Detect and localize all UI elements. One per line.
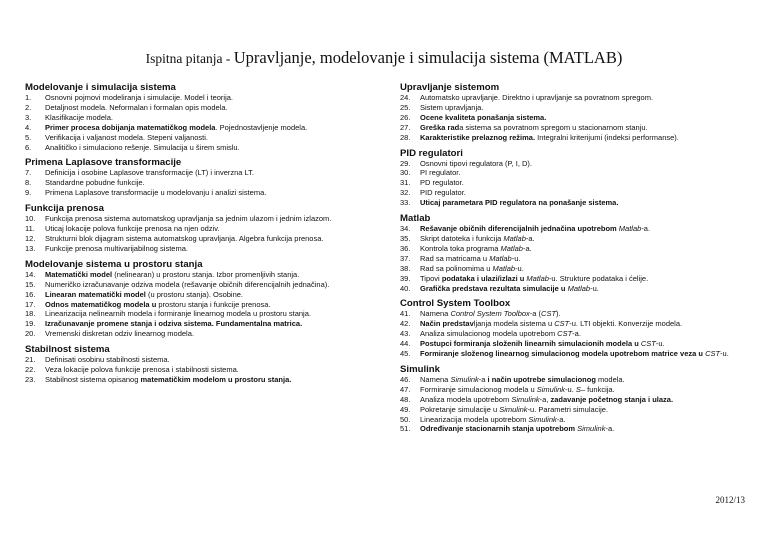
question-text: Osnovni pojmovi modeliranja i simulacije. Model i teorija. xyxy=(45,93,233,102)
question-number: 47. xyxy=(400,384,411,394)
question-text: Numeričko izračunavanje odziva modela (rešavanje običnih diferencijalnih jednačina). xyxy=(45,279,330,289)
question-number: 23. xyxy=(25,374,36,384)
question-item xyxy=(25,300,385,310)
question-text: Simulink xyxy=(499,404,528,414)
question-text: PID regulator. xyxy=(420,188,466,198)
question-text: Vremenski diskretan odziv linearnog modela. xyxy=(45,329,194,339)
question-item xyxy=(400,113,750,123)
question-number: 29. xyxy=(400,158,411,168)
question-item xyxy=(400,178,750,188)
left-column xyxy=(25,82,385,390)
question-text: Detaljnost modela. Neformalan i formalan opis modela. xyxy=(45,102,228,112)
question-number: 4. xyxy=(25,122,32,132)
question-number: 15. xyxy=(25,279,36,289)
question-text: Tipovi xyxy=(420,273,442,283)
section-heading: Stabilnost sistema xyxy=(25,344,110,356)
question-number: 39. xyxy=(400,273,411,283)
section-heading: Control System Toolbox xyxy=(400,298,511,310)
question-item xyxy=(400,188,750,198)
question-number: 18. xyxy=(25,309,36,319)
question-number: 44. xyxy=(400,339,411,349)
question-number: 33. xyxy=(400,198,411,208)
question-text: Sistem upravljanja. xyxy=(420,102,484,112)
question-text: Rešavanje običnih diferencijalnih jednačina upotrebom xyxy=(420,224,619,234)
question-text: Simulink xyxy=(450,374,479,384)
question-item xyxy=(400,385,750,395)
question-item xyxy=(400,103,750,113)
question-number: 20. xyxy=(25,329,36,339)
question-number: 17. xyxy=(25,299,36,309)
question-text: Definicija i osobine Laplasove transformacije (LT) i inverzna LT. xyxy=(45,168,254,178)
question-text: Linearizacija modela upotrebom xyxy=(420,414,529,424)
question-item xyxy=(25,224,385,234)
question-text: -a. xyxy=(556,414,566,424)
section-modelovanje-sistema-u-prostoru-stanja xyxy=(25,259,385,339)
question-text: Matlab xyxy=(489,253,512,263)
question-number: 32. xyxy=(400,188,411,198)
question-item xyxy=(25,143,385,153)
question-number: 16. xyxy=(25,289,36,299)
question-text: Pokretanje simulacije u xyxy=(420,404,500,414)
section-modelovanje-i-simulacija-sistema xyxy=(25,82,385,152)
question-number: 28. xyxy=(400,132,411,142)
question-text: -a ( xyxy=(529,309,542,319)
question-item xyxy=(25,234,385,244)
question-text: Matematički model xyxy=(45,269,113,279)
question-text: Skript datoteka i funkcija xyxy=(420,233,504,243)
question-text: Matlab xyxy=(567,283,591,293)
question-text: CST xyxy=(554,319,570,329)
question-number: 51. xyxy=(400,424,411,434)
question-item xyxy=(400,159,750,169)
question-item xyxy=(400,329,750,339)
question-text: Linearan matematički model xyxy=(45,289,146,299)
question-text: Funkcije prenosa multivarijabilnog sistema. xyxy=(45,243,188,253)
question-text: Matlab xyxy=(500,243,523,253)
question-number: 22. xyxy=(25,365,36,375)
question-text: Simulink xyxy=(511,394,540,404)
question-text: CST xyxy=(557,329,573,339)
question-text: (nelinearan) u prostoru stanja. Izbor promenljivih stanja. xyxy=(112,269,300,279)
question-number: 42. xyxy=(400,319,411,329)
question-text: -u. LTI objekti. Konverzije modela. xyxy=(569,319,683,329)
right-column xyxy=(400,82,750,439)
question-text: matematičkim modelom u prostoru stanja. xyxy=(140,374,292,384)
question-item xyxy=(400,133,750,143)
section-heading: Modelovanje sistema u prostoru stanja xyxy=(25,258,203,270)
question-text: Postupci formiranja složenih linearnih simulacionih modela u xyxy=(420,339,641,349)
question-item xyxy=(400,395,750,405)
question-item xyxy=(400,274,750,284)
question-text: Matlab xyxy=(618,224,642,234)
question-text: -u. Strukture podataka i ćelije. xyxy=(548,273,649,283)
question-text: Matlab xyxy=(526,273,549,283)
section-primena-laplasove-transformacije xyxy=(25,157,385,198)
question-item xyxy=(400,93,750,103)
question-number: 30. xyxy=(400,168,411,178)
question-item xyxy=(400,424,750,434)
question-number: 34. xyxy=(400,224,411,234)
question-text: Formiranje složenog linearnog simulacionog modela upotrebom matrice veza u xyxy=(420,349,706,359)
question-text: -u. xyxy=(511,253,521,263)
question-number: 11. xyxy=(25,224,35,234)
question-number: 21. xyxy=(25,355,36,365)
question-text: zadavanje početnog stanja i ulaza. xyxy=(550,394,674,404)
question-text: Karakteristike prelaznog režima. xyxy=(420,132,536,142)
question-text: Funkcija prenosa sistema automatskog upravljanja sa jednim ulazom i jednim izlazom. xyxy=(45,214,332,224)
question-text: Simulink xyxy=(536,384,566,394)
question-number: 12. xyxy=(25,233,36,243)
section-funkcija-prenosa xyxy=(25,203,385,254)
question-item xyxy=(400,264,750,274)
question-text: CST xyxy=(640,339,656,349)
question-text: Primena Laplasove transformacije u modelovanju i analizi sistema. xyxy=(45,188,267,198)
question-text: Integralni kriterijumi (indeksi performanse). xyxy=(535,132,679,142)
question-text: Simulink xyxy=(577,424,606,434)
question-text: -u. xyxy=(515,263,524,273)
question-item xyxy=(25,93,385,103)
question-item xyxy=(25,214,385,224)
question-text: Analiza modela upotrebom xyxy=(420,394,512,404)
question-item xyxy=(25,280,385,290)
section-heading: PID regulatori xyxy=(400,147,463,159)
question-text: -a. xyxy=(572,329,581,339)
question-item xyxy=(400,168,750,178)
question-item xyxy=(25,355,385,365)
question-number: 48. xyxy=(400,394,411,404)
question-number: 9. xyxy=(25,188,32,198)
question-item xyxy=(400,198,750,208)
question-item xyxy=(400,339,750,349)
question-text: -a. xyxy=(525,233,535,243)
question-number: 31. xyxy=(400,178,411,188)
section-matlab xyxy=(400,213,750,293)
question-text: -u. xyxy=(655,339,665,349)
question-text: Stabilnost sistema opisanog xyxy=(45,374,141,384)
question-text: Klasifikacije modela. xyxy=(45,112,113,122)
question-number: 37. xyxy=(400,253,411,263)
question-number: 1. xyxy=(25,93,32,102)
footer-year: 2012/13 xyxy=(715,495,745,505)
question-number: 49. xyxy=(400,404,411,414)
question-item xyxy=(25,113,385,123)
question-text: Osnovni tipovi regulatora (P, I, D). xyxy=(420,158,532,168)
question-item xyxy=(25,319,385,329)
question-item xyxy=(25,188,385,198)
question-text: Formiranje simulacionog modela u xyxy=(420,384,537,394)
section-heading: Upravljanje sistemom xyxy=(400,82,500,93)
question-text: -u. xyxy=(590,283,599,293)
question-number: 26. xyxy=(400,112,411,122)
question-number: 13. xyxy=(25,243,36,253)
question-number: 19. xyxy=(25,319,36,329)
section-control-system-toolbox xyxy=(400,298,750,359)
question-text: PD regulator. xyxy=(420,178,464,188)
question-number: 41. xyxy=(400,309,411,319)
question-number: 6. xyxy=(25,142,32,152)
question-text: Verifikacija i valjanost modela. Stepeni valjanosti. xyxy=(45,132,209,142)
question-item xyxy=(400,224,750,234)
question-item xyxy=(25,329,385,339)
question-text: Primer procesa dobijanja matematičkog modela xyxy=(45,122,216,132)
question-item xyxy=(25,168,385,178)
question-text: Automatsko upravljanje. Direktno i upravljanje sa povratnom spregom. xyxy=(420,93,654,102)
question-text: – funkcija. xyxy=(580,384,615,394)
question-text: . Pojednostavljenje modela. xyxy=(215,122,308,132)
question-text: i način upotrebe simulacionog xyxy=(487,374,596,384)
question-text: Greška rad xyxy=(420,122,460,132)
question-number: 2. xyxy=(25,102,32,112)
question-text: -a. xyxy=(641,224,651,234)
question-number: 14. xyxy=(25,269,36,279)
question-number: 27. xyxy=(400,122,411,132)
section-stabilnost-sistema xyxy=(25,344,385,385)
question-text: -u. Parametri simulacije. xyxy=(527,404,609,414)
question-text: ljanja modela sistema u xyxy=(473,319,555,329)
question-text: S xyxy=(575,384,581,394)
question-number: 36. xyxy=(400,243,411,253)
section-heading: Funkcija prenosa xyxy=(25,203,104,215)
question-text: Definisati osobinu stabilnosti sistema. xyxy=(45,355,170,365)
question-number: 25. xyxy=(400,102,411,112)
question-number: 7. xyxy=(25,168,32,178)
question-number: 8. xyxy=(25,178,32,188)
question-text: Uticaj parametara PID regulatora na ponašanje sistema. xyxy=(420,198,619,208)
question-number: 46. xyxy=(400,374,411,384)
question-item xyxy=(25,309,385,319)
question-text: (u prostoru stanja). Osobine. xyxy=(145,289,244,299)
question-number: 35. xyxy=(400,233,411,243)
question-text: PI regulator. xyxy=(420,168,461,178)
section-heading: Matlab xyxy=(400,213,431,225)
question-text: a sistema sa povratnom spregom u stacionarnom stanju. xyxy=(459,122,648,132)
question-text: Control System Toolbox xyxy=(450,309,530,319)
question-text: Kontrola toka programa xyxy=(420,243,501,253)
question-text: Namena xyxy=(420,309,451,319)
question-number: 40. xyxy=(400,283,411,293)
question-text: CST xyxy=(705,349,721,359)
question-item xyxy=(25,244,385,254)
question-text: Matlab xyxy=(503,233,526,243)
question-text: podataka i ulazi/izlazi u xyxy=(441,273,527,283)
question-item xyxy=(400,284,750,294)
question-item xyxy=(25,133,385,143)
question-item xyxy=(25,290,385,300)
question-item xyxy=(400,254,750,264)
question-text: Namena xyxy=(420,374,451,384)
question-item xyxy=(400,375,750,385)
question-number: 24. xyxy=(400,93,411,102)
question-text: CST xyxy=(541,309,557,319)
question-text: modela. xyxy=(595,374,625,384)
question-number: 43. xyxy=(400,329,411,339)
question-text: Veza lokacije polova funkcije prenosa i stabilnosti sistema. xyxy=(45,365,239,375)
question-text: -u. xyxy=(565,384,576,394)
section-upravljanje-sistemom xyxy=(400,82,750,143)
question-text: Grafička predstava rezultata simulacije u xyxy=(420,283,568,293)
question-text: Rad sa matricama u xyxy=(420,253,490,263)
question-number: 38. xyxy=(400,263,411,273)
question-item xyxy=(25,103,385,113)
question-number: 45. xyxy=(400,349,411,359)
section-heading: Modelovanje i simulacija sistema xyxy=(25,82,176,93)
question-text: Strukturni blok dijagram sistema automatskog upravljanja. Algebra funkcija prenosa. xyxy=(45,233,324,243)
question-number: 50. xyxy=(400,414,411,424)
question-text: Izračunavanje promene stanja i odziva sistema. Fundamentalna matrica. xyxy=(45,319,303,329)
section-heading: Simulink xyxy=(400,363,440,375)
question-text: Odnos matematičkog modela u xyxy=(45,299,157,309)
section-heading: Primena Laplasove transformacije xyxy=(25,157,182,169)
question-item xyxy=(400,244,750,254)
question-item xyxy=(400,123,750,133)
title-main: Upravljanje, modelovanje i simulacija sistema (MATLAB) xyxy=(233,48,623,67)
question-text: Matlab xyxy=(492,263,516,273)
question-text: Ocene kvaliteta ponašanja sistema. xyxy=(420,112,547,122)
question-text: ). xyxy=(556,309,561,319)
question-text: -a. xyxy=(522,243,532,253)
question-item xyxy=(400,319,750,329)
question-text: Analiza simulacionog modela upotrebom xyxy=(420,329,558,339)
question-text: Određivanje stacionarnih stanja upotrebom xyxy=(420,424,578,434)
question-number: 10. xyxy=(25,214,36,224)
question-text: Simulink xyxy=(528,414,557,424)
question-text: -u. xyxy=(720,349,729,359)
question-text: Standardne pobudne funkcije. xyxy=(45,178,145,188)
question-number: 5. xyxy=(25,132,32,142)
question-item xyxy=(400,309,750,319)
question-item xyxy=(25,178,385,188)
question-item xyxy=(400,415,750,425)
question-text: Linearizacija nelinearnih modela i formiranje linearnog modela u prostoru stanja. xyxy=(45,309,311,319)
question-item xyxy=(25,270,385,280)
question-text: Analitičko i simulaciono rešenje. Simulacija u širem smislu. xyxy=(45,142,240,152)
question-text: -a. xyxy=(605,424,615,434)
question-text: Uticaj lokacije polova funkcije prenosa na njen odziv. xyxy=(45,224,220,234)
page-title xyxy=(0,48,768,68)
question-item xyxy=(400,234,750,244)
question-item xyxy=(400,405,750,415)
section-pid-regulatori xyxy=(400,148,750,209)
question-item xyxy=(400,349,750,359)
title-prefix: Ispitna pitanja - xyxy=(145,51,234,66)
question-text: -a xyxy=(478,374,488,384)
question-number: 3. xyxy=(25,112,32,122)
question-text: prostoru stanja i funkcije prenosa. xyxy=(156,299,271,309)
question-text: Način predstav xyxy=(420,319,474,329)
question-text: -a, xyxy=(539,394,551,404)
question-text: Rad sa polinomima u xyxy=(420,263,493,273)
question-item xyxy=(25,365,385,375)
question-item xyxy=(25,123,385,133)
section-simulink xyxy=(400,364,750,434)
question-item xyxy=(25,375,385,385)
